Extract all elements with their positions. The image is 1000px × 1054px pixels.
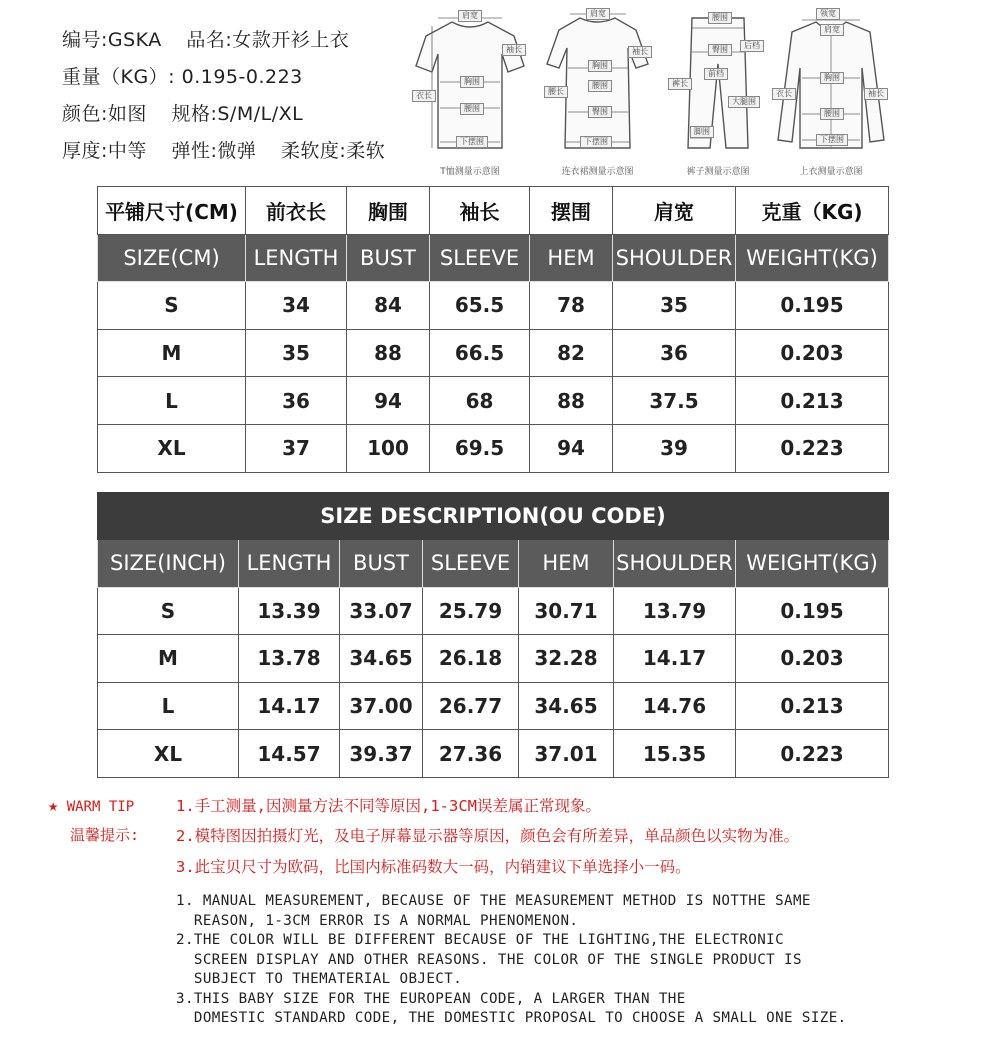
diagram-caption: 上衣测量示意图 <box>799 167 863 177</box>
diagram-tag: 腰围 <box>708 12 732 24</box>
table-row <box>98 635 889 683</box>
table-cell: 0.223 <box>736 730 889 778</box>
table-cell: L <box>98 377 246 425</box>
table-title-row <box>98 493 889 540</box>
table-header-cell: LENGTH <box>246 234 347 282</box>
table-cell: 39 <box>613 424 736 472</box>
diagram-tag: 腰围 <box>460 103 484 115</box>
table-header-cell: 胸围 <box>347 187 430 235</box>
measurement-diagrams <box>410 8 890 178</box>
diagram-tag: 腰围 <box>820 108 844 120</box>
table-cell: 13.39 <box>239 587 340 635</box>
diagram-caption: 裤子测量示意图 <box>686 167 750 177</box>
product-thickness: 厚度:中等 <box>62 140 147 162</box>
diagram-tag: 后档 <box>740 40 764 52</box>
table-header-zh <box>98 187 889 235</box>
table-row <box>98 282 889 330</box>
product-weight: 重量（KG）: 0.195-0.223 <box>62 66 303 88</box>
table-cell: 39.37 <box>340 730 423 778</box>
table-cell: 14.17 <box>614 635 736 683</box>
diagram-tag: 肩宽 <box>586 8 610 20</box>
table-header-en <box>98 540 889 588</box>
table-cell: 13.78 <box>239 635 340 683</box>
table-cell: 37.5 <box>613 377 736 425</box>
table-cell: 78 <box>530 282 613 330</box>
diagram-caption: 连衣裙测量示意图 <box>561 167 634 177</box>
diagram-tag: 领宽 <box>816 8 840 20</box>
diagram-tag: 肩宽 <box>820 24 844 36</box>
table-header-cell: LENGTH <box>239 540 340 588</box>
table-cell: M <box>98 635 239 683</box>
table-cell: XL <box>98 424 246 472</box>
table-cell: 13.79 <box>614 587 736 635</box>
info-line-code <box>62 26 422 63</box>
diagram-tag: 下摆围 <box>580 136 612 148</box>
table-header-cell: 克重（KG) <box>736 187 889 235</box>
table-header-cell: BUST <box>340 540 423 588</box>
product-name: 品名:女款开衫上衣 <box>186 29 350 51</box>
table-cell: 35 <box>613 282 736 330</box>
diagram-tag: 大腿围 <box>728 96 760 108</box>
product-code: 编号:GSKA <box>62 29 162 51</box>
warm-tip-zh-line-3: 3.此宝贝尺寸为欧码，比国内标准码数大一码，内销建议下单选择小一码。 <box>176 858 691 876</box>
table-cell: 25.79 <box>423 587 519 635</box>
diagram-tag: 裤长 <box>668 78 692 90</box>
table-cell: 94 <box>347 377 430 425</box>
table-header-cell: SHOULDER <box>614 540 736 588</box>
table-cell: 14.17 <box>239 682 340 730</box>
diagram-tag: 下摆围 <box>456 136 488 148</box>
table-cell: 0.223 <box>736 424 889 472</box>
table-row <box>98 424 889 472</box>
table-cell: 34 <box>246 282 347 330</box>
diagram-tag: 胸围 <box>820 72 844 84</box>
table-cell: 36 <box>613 329 736 377</box>
table-header-cell: WEIGHT(KG) <box>736 234 889 282</box>
diagram-tag: 臀围 <box>708 44 732 56</box>
tshirt-diagram <box>410 8 530 178</box>
table-row <box>98 377 889 425</box>
table-header-cell: SIZE(CM) <box>98 234 246 282</box>
table-cell: 34.65 <box>519 682 614 730</box>
table-title: SIZE DESCRIPTION(OU CODE) <box>98 493 889 540</box>
warm-tip-en-notes: 1. MANUAL MEASUREMENT, BECAUSE OF THE MEASUREMENT METHOD IS NOTTHE SAME REASON, 1-3CM ERROR IS A NORMAL PHENOMENON. 2.THE COLOR WILL BE DIFFERENT BECAUSE OF THE LIGHTING,THE ELECTRONIC SCREEN DISPLAY AND OTHER REASONS. THE COLOR OF THE SINGLE PRODUCT IS SUBJECT TO THEMATERIAL OBJECT. 3.THIS BABY SIZE FOR THE EUROPEAN CODE, A LARGER THAN THE DOMESTIC STANDARD CODE, THE DOMESTIC PROPOSAL TO CHOOSE A SMALL ONE SIZE. <box>176 893 847 1026</box>
diagram-tag: 脚围 <box>690 126 714 138</box>
table-cell: 65.5 <box>430 282 530 330</box>
table-cell: 14.57 <box>239 730 340 778</box>
table-cell: 30.71 <box>519 587 614 635</box>
diagram-tag: 袖长 <box>502 44 526 56</box>
diagram-caption: T恤测量示意图 <box>440 167 500 177</box>
info-line-weight <box>62 63 422 100</box>
table-cell: 37.00 <box>340 682 423 730</box>
table-header-en <box>98 234 889 282</box>
table-cell: 34.65 <box>340 635 423 683</box>
table-cell: 26.77 <box>423 682 519 730</box>
table-cell: 26.18 <box>423 635 519 683</box>
table-cell: 27.36 <box>423 730 519 778</box>
table-cell: XL <box>98 730 239 778</box>
table-row <box>98 329 889 377</box>
diagram-tag: 肩宽 <box>458 10 482 22</box>
table-header-cell: SLEEVE <box>430 234 530 282</box>
product-softness: 柔软度:柔软 <box>280 140 386 162</box>
table-cell: 0.213 <box>736 682 889 730</box>
table-cell: 0.195 <box>736 282 889 330</box>
table-row <box>98 587 889 635</box>
table-cell: S <box>98 587 239 635</box>
star-icon: ★ <box>48 796 59 816</box>
diagram-tag: 下摆围 <box>816 134 848 146</box>
pants-diagram <box>668 8 768 178</box>
jacket-diagram <box>772 8 890 178</box>
table-cell: 82 <box>530 329 613 377</box>
info-line-fabric <box>62 137 422 174</box>
diagram-tag: 衣长 <box>772 88 796 100</box>
table-cell: 14.76 <box>614 682 736 730</box>
table-cell: L <box>98 682 239 730</box>
diagram-tag: 腰围 <box>588 80 612 92</box>
table-row <box>98 682 889 730</box>
size-table-inch <box>97 492 889 778</box>
diagram-tag: 袖长 <box>628 46 652 58</box>
table-cell: 33.07 <box>340 587 423 635</box>
table-cell: 84 <box>347 282 430 330</box>
info-line-color <box>62 100 422 137</box>
table-cell: 68 <box>430 377 530 425</box>
warm-tip-label-zh: 温馨提示: <box>70 826 140 844</box>
table-header-cell: 肩宽 <box>613 187 736 235</box>
table-cell: 88 <box>347 329 430 377</box>
warm-tip-zh-line-1: 1.手工测量,因测量方法不同等原因,1-3CM误差属正常现象。 <box>176 797 601 815</box>
table-header-cell: SIZE(INCH) <box>98 540 239 588</box>
table-header-cell: HEM <box>530 234 613 282</box>
table-cell: 32.28 <box>519 635 614 683</box>
warm-tip-label-en <box>48 796 134 816</box>
table-cell: 88 <box>530 377 613 425</box>
table-header-cell: 摆围 <box>530 187 613 235</box>
diagram-tag: 胸围 <box>460 76 484 88</box>
product-sizes: 规格:S/M/L/XL <box>171 103 304 125</box>
table-header-cell: 平铺尺寸(CM) <box>98 187 246 235</box>
table-cell: 100 <box>347 424 430 472</box>
table-header-cell: WEIGHT(KG) <box>736 540 889 588</box>
table-header-cell: 袖长 <box>430 187 530 235</box>
size-table-cm <box>97 186 889 473</box>
table-header-cell: SLEEVE <box>423 540 519 588</box>
table-cell: 35 <box>246 329 347 377</box>
table-cell: 0.195 <box>736 587 889 635</box>
table-cell: M <box>98 329 246 377</box>
diagram-tag: 臀围 <box>588 106 612 118</box>
table-cell: 0.213 <box>736 377 889 425</box>
diagram-tag: 腰长 <box>544 86 568 98</box>
product-elasticity: 弹性:微弹 <box>171 140 257 162</box>
table-header-cell: HEM <box>519 540 614 588</box>
warm-tip-en-text: WARM TIP <box>66 799 135 815</box>
diagram-tag: 前档 <box>704 68 728 80</box>
diagram-tag: 衣长 <box>412 90 436 102</box>
table-cell: 0.203 <box>736 635 889 683</box>
table-cell: 36 <box>246 377 347 425</box>
product-info <box>62 26 422 174</box>
table-header-cell: SHOULDER <box>613 234 736 282</box>
table-header-cell: BUST <box>347 234 430 282</box>
table-cell: 37.01 <box>519 730 614 778</box>
diagram-tag: 袖长 <box>864 88 888 100</box>
warm-tip-zh-line-2: 2.模特图因拍摄灯光，及电子屏幕显示器等原因，颜色会有所差异，单品颜色以实物为准。 <box>176 827 800 845</box>
dress-diagram <box>540 8 655 178</box>
table-cell: S <box>98 282 246 330</box>
table-row <box>98 730 889 778</box>
table-cell: 94 <box>530 424 613 472</box>
table-cell: 69.5 <box>430 424 530 472</box>
table-cell: 37 <box>246 424 347 472</box>
table-cell: 0.203 <box>736 329 889 377</box>
table-header-cell: 前衣长 <box>246 187 347 235</box>
diagram-tag: 胸围 <box>588 60 612 72</box>
product-color: 颜色:如图 <box>62 103 147 125</box>
table-cell: 15.35 <box>614 730 736 778</box>
table-cell: 66.5 <box>430 329 530 377</box>
